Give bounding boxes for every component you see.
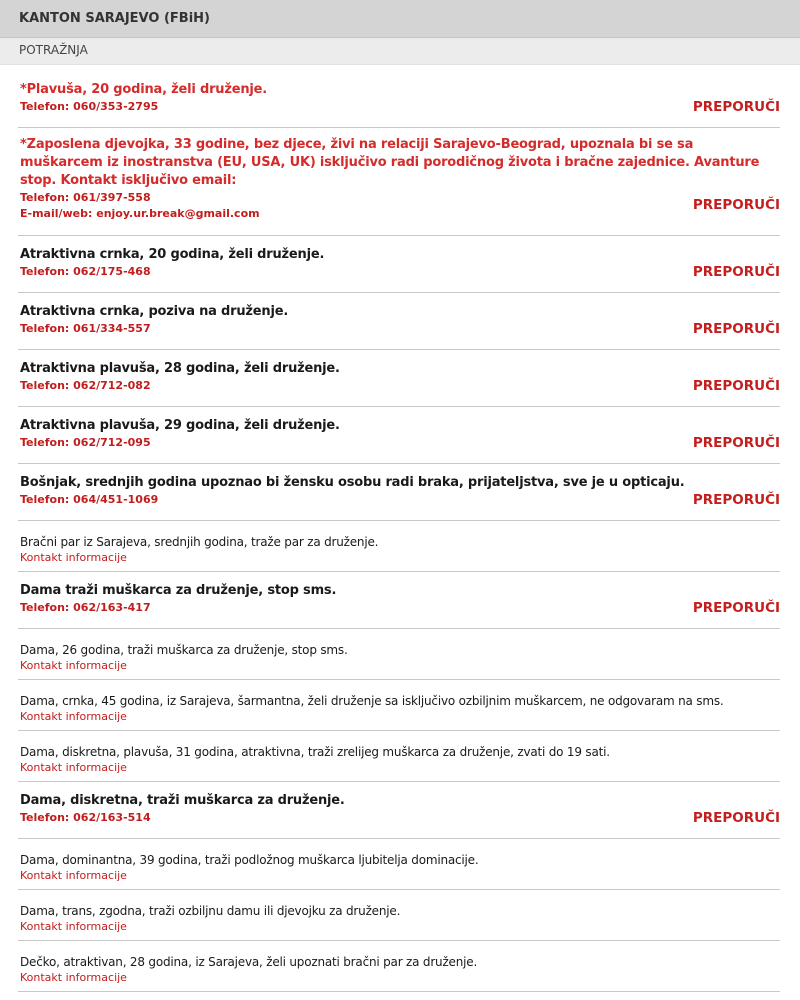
ad-text: Atraktivna plavuša, 29 godina, želi druženje. [20,418,340,433]
ad-text: Atraktivna crnka, poziva na druženje. [20,304,289,319]
ad-text: Bračni par iz Sarajeva, srednjih godina, traže par za druženje. [20,535,379,549]
recommend-link[interactable]: PREPORUČI [692,435,780,451]
ad-text: Dama, trans, zgodna, traži ozbiljnu damu ili djevojku za druženje. [20,904,401,918]
ad-text: *Zaposlena djevojka, 33 godine, bez djece, živi na relaciji Sarajevo-Beograd, upoznala bi se sa muškarcem iz inostranstva (EU, USA, UK) isključivo radi porodičnog života i bračne zajednice. Avanture stop. Kontakt isključivo email: [20,137,760,188]
ad-item [18,65,780,128]
ad-item [18,464,780,521]
ad-phone: Telefon: 061/397-558 [20,191,151,204]
ad-email: E-mail/web: enjoy.ur.break@gmail.com [20,207,260,220]
ad-text: Dama traži muškarca za druženje, stop sms. [20,583,337,598]
contact-info-link[interactable]: Kontakt informacije [20,920,127,933]
ad-text: Dama, 26 godina, traži muškarca za druženje, stop sms. [20,643,348,657]
ad-list [18,65,780,992]
ad-item [18,521,780,572]
category-label: POTRAŽNJA [19,43,88,57]
recommend-link[interactable]: PREPORUČI [692,321,780,337]
contact-info-link[interactable]: Kontakt informacije [20,761,127,774]
ad-item [18,407,780,464]
ad-item [18,293,780,350]
ad-phone: Telefon: 062/163-514 [20,811,151,824]
ad-item [18,629,780,680]
ad-phone: Telefon: 064/451-1069 [20,493,159,506]
ad-text: Dama, diskretna, plavuša, 31 godina, atraktivna, traži zrelijeg muškarca za druženje, zvati do 19 sati. [20,745,610,759]
ad-phone: Telefon: 060/353-2795 [20,100,159,113]
contact-info-link[interactable]: Kontakt informacije [20,551,127,564]
ad-item [18,731,780,782]
recommend-link[interactable]: PREPORUČI [692,492,780,508]
ad-item [18,890,780,941]
recommend-link[interactable]: PREPORUČI [692,197,780,213]
region-title: KANTON SARAJEVO (FBiH) [19,11,210,26]
recommend-link[interactable]: PREPORUČI [692,810,780,826]
contact-info-link[interactable]: Kontakt informacije [20,971,127,984]
ad-text: Bošnjak, srednjih godina upoznao bi žensku osobu radi braka, prijateljstva, sve je u opticaju. [20,475,685,490]
ad-item [18,839,780,890]
recommend-link[interactable]: PREPORUČI [692,264,780,280]
contact-info-link[interactable]: Kontakt informacije [20,710,127,723]
ad-item [18,236,780,293]
region-header [0,0,800,38]
ad-phone: Telefon: 061/334-557 [20,322,151,335]
ad-phone: Telefon: 062/712-095 [20,436,151,449]
ad-text: Dama, dominantna, 39 godina, traži podložnog muškarca ljubitelja dominacije. [20,853,479,867]
ad-text: *Plavuša, 20 godina, želi druženje. [20,82,268,97]
ad-item [18,782,780,839]
ad-item [18,941,780,992]
recommend-link[interactable]: PREPORUČI [692,99,780,115]
category-subheader [0,38,800,65]
ad-text: Dama, crnka, 45 godina, iz Sarajeva, šarmantna, želi druženje sa isključivo ozbiljnim muškarcem, ne odgovaram na sms. [20,694,724,708]
ad-phone: Telefon: 062/175-468 [20,265,151,278]
ad-text: Dama, diskretna, traži muškarca za druženje. [20,793,345,808]
ad-item [18,128,780,236]
contact-info-link[interactable]: Kontakt informacije [20,869,127,882]
ad-phone: Telefon: 062/712-082 [20,379,151,392]
ad-text: Dečko, atraktivan, 28 godina, iz Sarajeva, želi upoznati bračni par za druženje. [20,955,478,969]
recommend-link[interactable]: PREPORUČI [692,378,780,394]
ad-item [18,572,780,629]
contact-info-link[interactable]: Kontakt informacije [20,659,127,672]
ad-text: Atraktivna plavuša, 28 godina, želi druženje. [20,361,340,376]
ad-item [18,680,780,731]
ad-phone: Telefon: 062/163-417 [20,601,151,614]
recommend-link[interactable]: PREPORUČI [692,600,780,616]
ad-item [18,350,780,407]
ad-text: Atraktivna crnka, 20 godina, želi druženje. [20,247,325,262]
